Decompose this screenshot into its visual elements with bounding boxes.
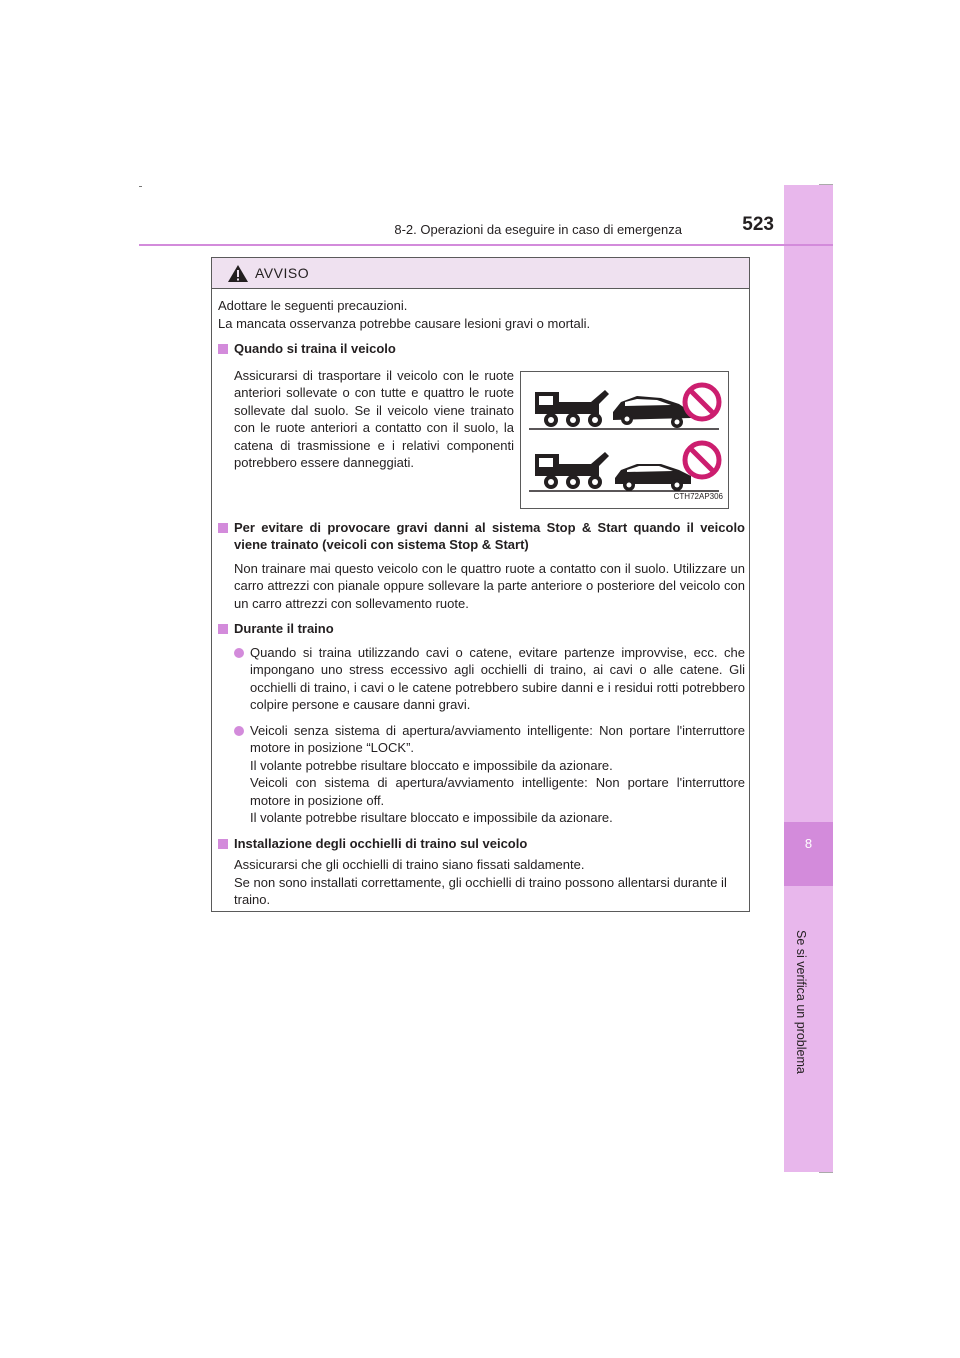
section-heading-towing: Quando si traina il veicolo bbox=[218, 340, 745, 358]
tab-tick bbox=[819, 184, 833, 185]
warning-box bbox=[211, 257, 750, 912]
intro-line: La mancata osservanza potrebbe causare lesioni gravi o mortali. bbox=[218, 315, 591, 331]
square-bullet-icon bbox=[218, 839, 228, 849]
chapter-number-tab[interactable] bbox=[784, 822, 833, 886]
tow-eye-text: Se non sono installati correttamente, gli occhielli di traino possono allentarsi durante il traino. bbox=[234, 874, 727, 907]
square-bullet-icon bbox=[218, 624, 228, 634]
chapter-number: 8 bbox=[804, 836, 813, 851]
chapter-side-tab bbox=[784, 185, 833, 1172]
section-heading-tow-eye: Installazione degli occhielli di traino sul veicolo bbox=[218, 835, 745, 853]
chapter-title: Se si verifica un problema bbox=[794, 930, 808, 1074]
list-item: Veicoli senza sistema di apertura/avviamento intelligente: Non portare l'interruttore motore in posizione “LOCK”. Il volante potrebbe risultare bloccato e impossibile da azionare. Veicoli con sistema di apertura/avviamento intelligente: Non portare l'interruttore motore in posizione off. Il volante potrebbe risultare bloccato e impossibile da azionare. bbox=[218, 722, 745, 827]
stop-start-text: Non trainare mai questo veicolo con le quattro ruote a contatto con il suolo. Utilizzare un carro attrezzi con pianale oppure sollevare la parte anteriore o posteriore del veicolo con un carro attrezzi con sollevamento ruote. bbox=[234, 560, 745, 611]
page-number: 523 bbox=[742, 214, 774, 235]
towing-illustration bbox=[520, 371, 729, 509]
towing-text: Assicurarsi di trasportare il veicolo con le ruote anteriori sollevate o con tutte e quattro le ruote sollevate dal suolo. Se il veicolo viene trainato con le ruote anteriori a contatto con il suolo, la catena di trasmissione e i relativi componenti potrebbero essere danneggiati. bbox=[234, 367, 514, 470]
section-stop-start bbox=[218, 519, 745, 613]
warning-triangle-icon bbox=[227, 264, 249, 283]
warning-header bbox=[212, 258, 749, 289]
tab-tick bbox=[819, 1172, 833, 1173]
illustration-code: CTH72AP306 bbox=[673, 492, 723, 501]
warning-title: AVVISO bbox=[255, 265, 310, 281]
section-tow-eye bbox=[218, 835, 745, 909]
list-item: Quando si traina utilizzando cavi o catene, evitare partenze improvvise, ecc. che impongano uno stress eccessivo agli occhielli di traino, ai cavi o alle catene. Gli occhielli di traino, i cavi o le catene potrebbero subire danni e i residui rotti potrebbero colpire persone e causare danni gravi. bbox=[218, 644, 745, 714]
square-bullet-icon bbox=[218, 523, 228, 533]
crop-mark bbox=[139, 186, 142, 187]
round-bullet-icon bbox=[234, 648, 244, 658]
header-rule bbox=[139, 244, 833, 246]
section-heading-during-tow: Durante il traino bbox=[218, 620, 745, 638]
round-bullet-icon bbox=[234, 726, 244, 736]
intro-line: Adottare le seguenti precauzioni. bbox=[218, 298, 408, 313]
tow-eye-text: Assicurarsi che gli occhielli di traino siano fissati saldamente. bbox=[234, 857, 585, 872]
square-bullet-icon bbox=[218, 344, 228, 354]
section-during-tow bbox=[218, 620, 745, 827]
section-heading-stop-start: Per evitare di provocare gravi danni al sistema Stop & Start quando il veicolo viene trainato (veicoli con sistema Stop & Start) bbox=[218, 519, 745, 554]
warning-content bbox=[218, 297, 745, 909]
section-header: 8-2. Operazioni da eseguire in caso di emergenza bbox=[394, 222, 682, 237]
towing-row bbox=[218, 367, 745, 509]
